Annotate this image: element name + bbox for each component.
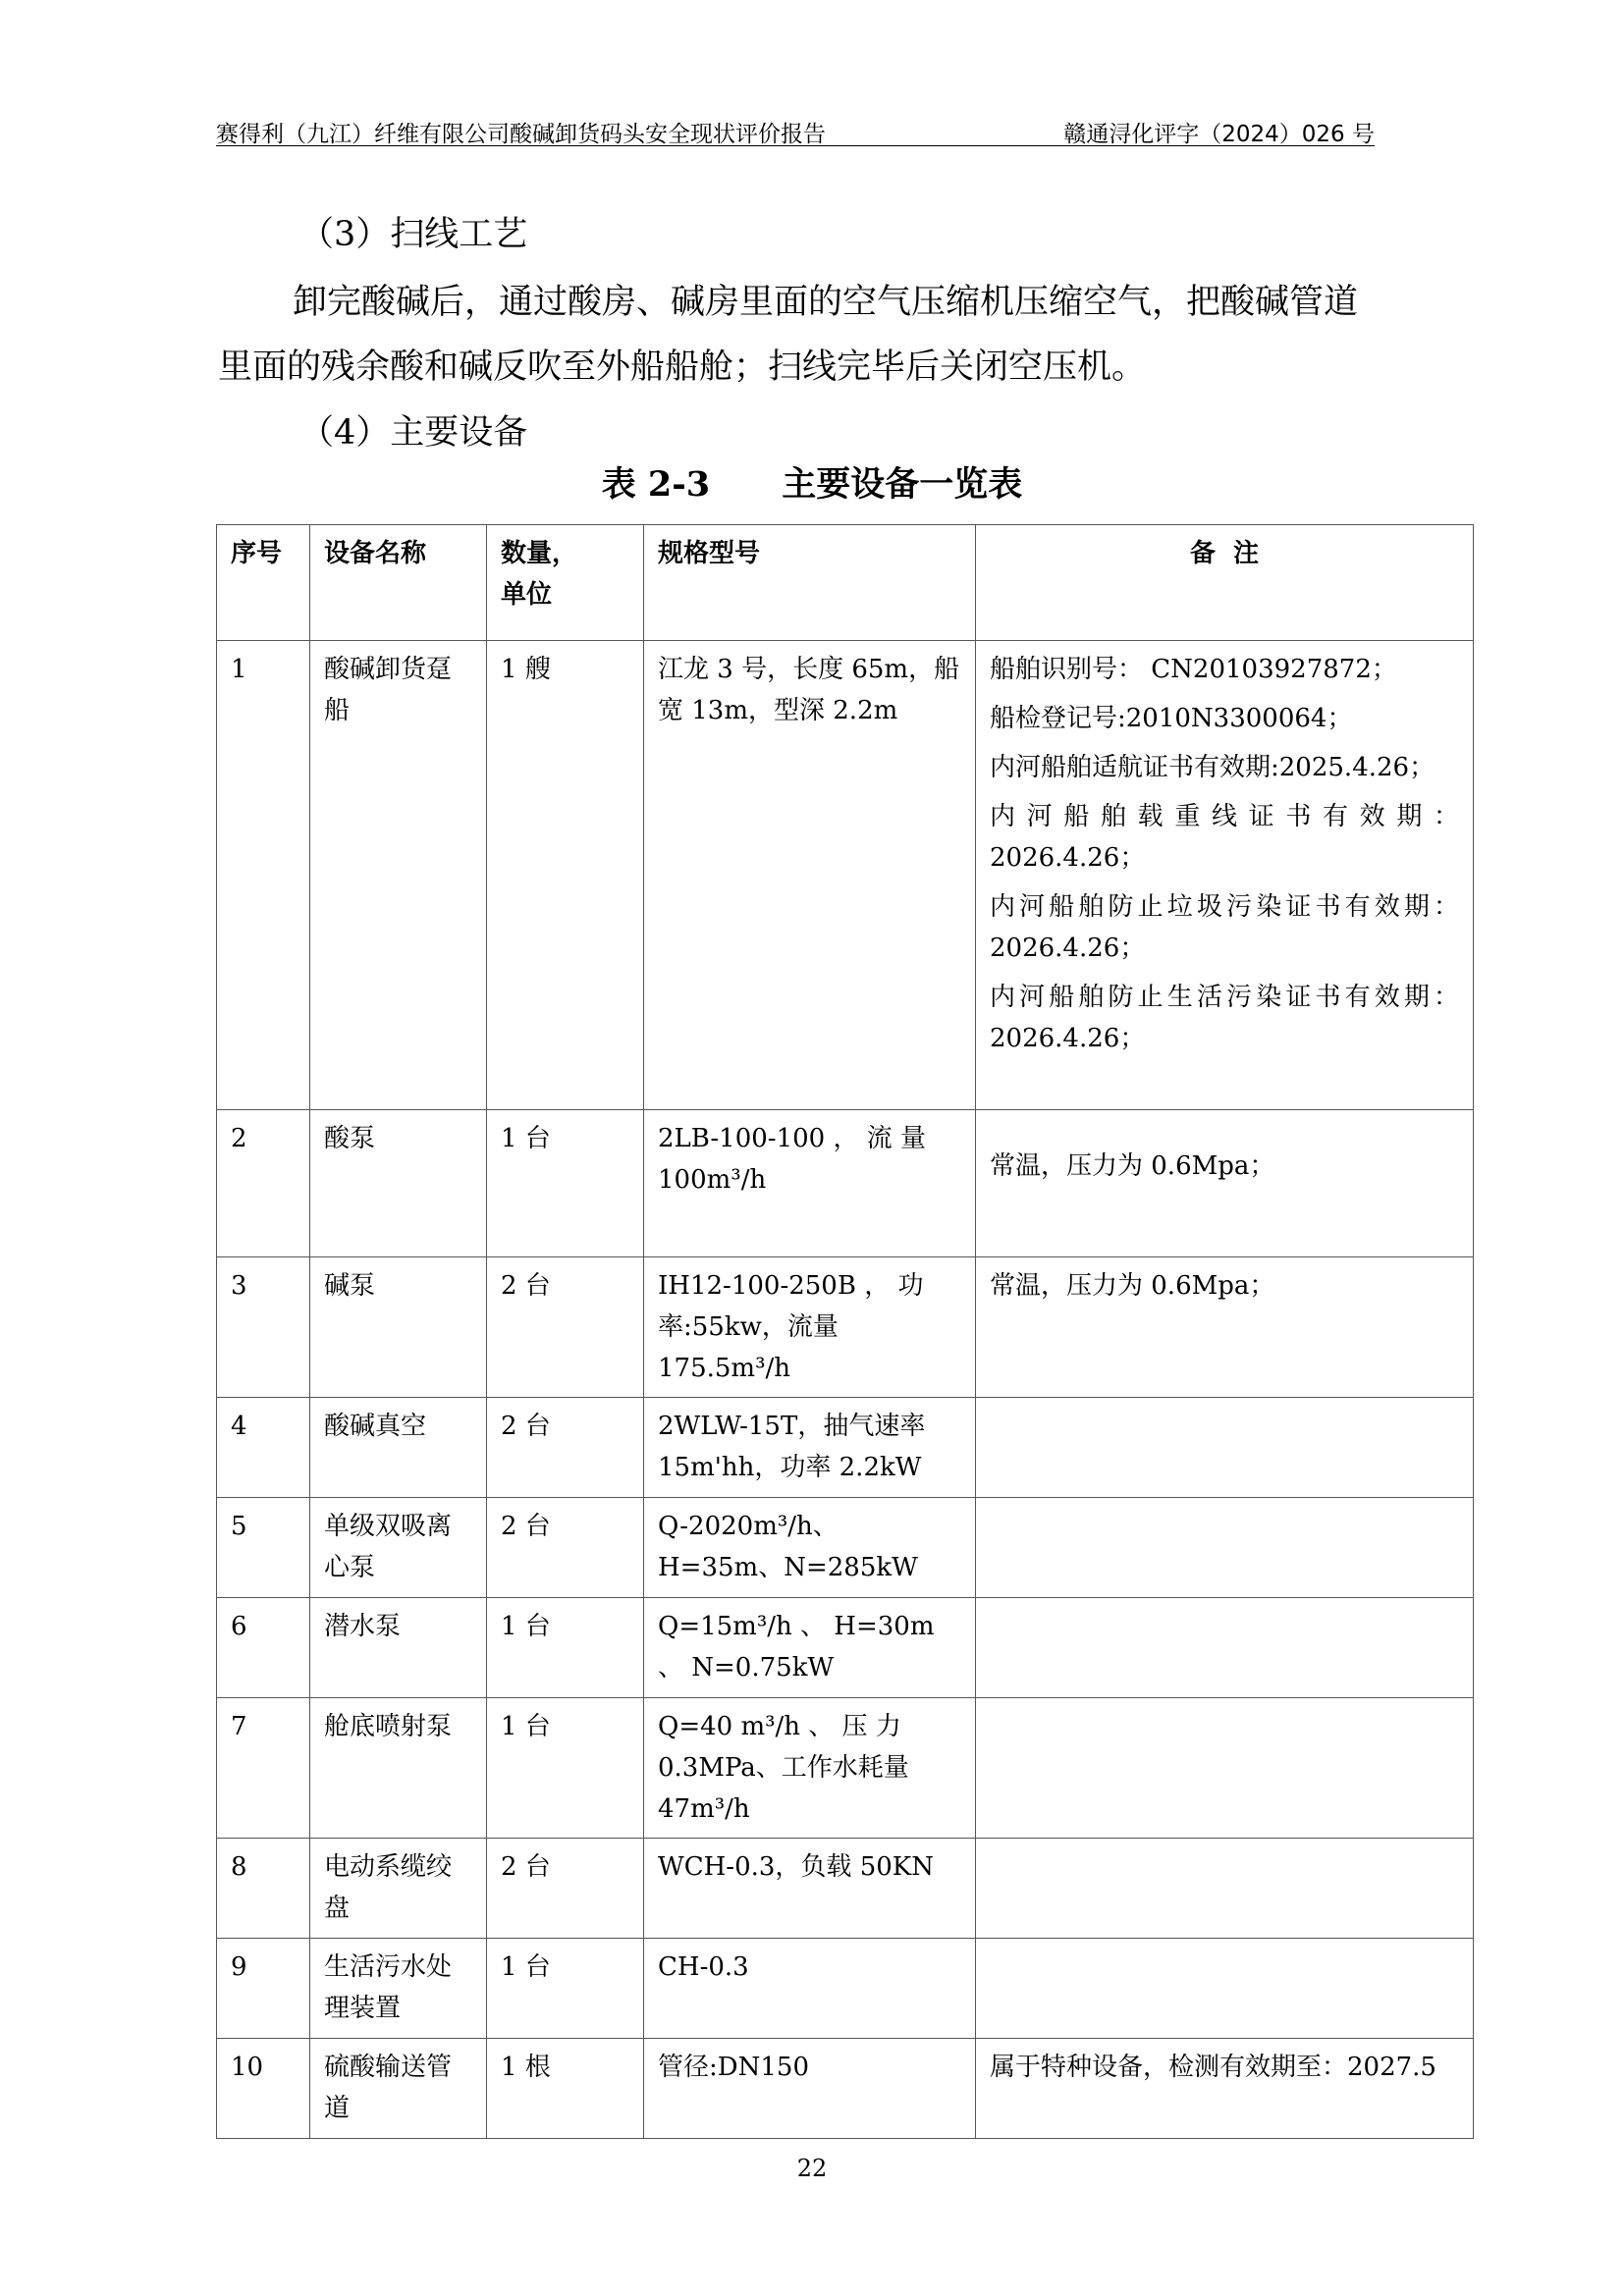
cell-spec: 江龙 3 号，长度 65m，船宽 13m，型深 2.2m <box>644 641 976 1110</box>
table-row <box>217 641 1474 1110</box>
section-3-heading: （3）扫线工艺 <box>299 215 528 254</box>
cell-name: 酸泵 <box>310 1110 487 1257</box>
note-line: 常温，压力为 0.6Mpa； <box>990 1151 1275 1181</box>
table-caption: 表 2-3 主要设备一览表 <box>601 464 1023 505</box>
table-row <box>217 1257 1474 1398</box>
cell-spec: 2WLW-15T，抽气速率 15m'hh，功率 2.2kW <box>644 1398 976 1498</box>
table-row <box>217 1698 1474 1839</box>
cell-no: 7 <box>217 1698 310 1839</box>
cell-spec: 2LB-100-100 ， 流 量 100m³/h <box>644 1110 976 1257</box>
table-header-row <box>217 525 1474 641</box>
cell-name: 硫酸输送管道 <box>310 2039 487 2139</box>
note-line: 船舶识别号： CN20103927872； <box>990 655 1397 684</box>
header-qty-line-1: 数量， <box>501 539 578 568</box>
cell-no: 9 <box>217 1939 310 2039</box>
cell-qty: 2 台 <box>487 1498 644 1598</box>
table-row <box>217 1939 1474 2039</box>
page-number: 22 <box>796 2155 828 2182</box>
cell-note <box>976 2039 1474 2139</box>
cell-name: 生活污水处理装置 <box>310 1939 487 2039</box>
paragraph-line-1: 卸完酸碱后，通过酸房、碱房里面的空气压缩机压缩空气，把酸碱管道 <box>293 283 1359 322</box>
cell-spec: 管径:DN150 <box>644 2039 976 2139</box>
section-4-heading: （4）主要设备 <box>299 413 528 453</box>
note-line: 船检登记号:2010N3300064； <box>990 704 1353 733</box>
equipment-table <box>216 524 1474 2139</box>
cell-note <box>976 1398 1474 1498</box>
note-line: 内河船舶防止垃圾污染证书有效期：2026.4.26； <box>990 892 1459 963</box>
table-row <box>217 1498 1474 1598</box>
cell-no: 5 <box>217 1498 310 1598</box>
cell-note <box>976 641 1474 1110</box>
table-row <box>217 1839 1474 1939</box>
cell-qty: 1 台 <box>487 1698 644 1839</box>
cell-name: 电动系缆绞盘 <box>310 1839 487 1939</box>
cell-spec: Q=40 m³/h 、 压 力 0.3MPa、工作水耗量 47m³/h <box>644 1698 976 1839</box>
paragraph-line-2: 里面的残余酸和碱反吹至外船船舱；扫线完毕后关闭空压机。 <box>218 347 1147 387</box>
cell-note <box>976 1110 1474 1257</box>
cell-qty: 1 艘 <box>487 641 644 1110</box>
cell-note <box>976 1598 1474 1698</box>
cell-qty: 1 根 <box>487 2039 644 2139</box>
cell-no: 1 <box>217 641 310 1110</box>
header-qty <box>487 525 644 641</box>
header-report-number: 赣通浔化评字（2024）026 号 <box>1063 122 1375 147</box>
cell-qty: 1 台 <box>487 1110 644 1257</box>
cell-no: 8 <box>217 1839 310 1939</box>
cell-spec: IH12-100-250B ， 功 率:55kw，流量 175.5m³/h <box>644 1257 976 1398</box>
header-qty-line-2: 单位 <box>501 580 553 610</box>
cell-no: 3 <box>217 1257 310 1398</box>
header-spec: 规格型号 <box>644 525 976 641</box>
cell-qty: 1 台 <box>487 1598 644 1698</box>
cell-name: 酸碱卸货趸船 <box>310 641 487 1110</box>
cell-qty: 2 台 <box>487 1257 644 1398</box>
cell-note <box>976 1939 1474 2039</box>
header-no: 序号 <box>217 525 310 641</box>
cell-spec: Q=15m³/h 、 H=30m 、 N=0.75kW <box>644 1598 976 1698</box>
cell-spec: WCH-0.3，负载 50KN <box>644 1839 976 1939</box>
cell-name: 碱泵 <box>310 1257 487 1398</box>
cell-no: 2 <box>217 1110 310 1257</box>
cell-name: 酸碱真空 <box>310 1398 487 1498</box>
cell-no: 4 <box>217 1398 310 1498</box>
cell-note <box>976 1257 1474 1398</box>
note-line: 内河船舶载重线证书有效期：2026.4.26； <box>990 802 1459 873</box>
cell-qty: 2 台 <box>487 1839 644 1939</box>
cell-spec: CH-0.3 <box>644 1939 976 2039</box>
table-row <box>217 1598 1474 1698</box>
cell-note <box>976 1839 1474 1939</box>
header-report-title: 赛得利（九江）纤维有限公司酸碱卸货码头安全现状评价报告 <box>216 122 826 147</box>
cell-note <box>976 1498 1474 1598</box>
header-note: 备 注 <box>976 525 1474 641</box>
cell-spec: Q-2020m³/h、H=35m、N=285kW <box>644 1498 976 1598</box>
cell-name: 潜水泵 <box>310 1598 487 1698</box>
cell-qty: 2 台 <box>487 1398 644 1498</box>
table-row <box>217 1110 1474 1257</box>
cell-note <box>976 1698 1474 1839</box>
note-line: 内河船舶适航证书有效期:2025.4.26； <box>990 753 1435 782</box>
cell-qty: 1 台 <box>487 1939 644 2039</box>
note-line: 常温，压力为 0.6Mpa； <box>990 1271 1275 1301</box>
cell-name: 舱底喷射泵 <box>310 1698 487 1839</box>
cell-no: 6 <box>217 1598 310 1698</box>
table-row <box>217 2039 1474 2139</box>
cell-no: 10 <box>217 2039 310 2139</box>
header-name: 设备名称 <box>310 525 487 641</box>
cell-name: 单级双吸离心泵 <box>310 1498 487 1598</box>
table-row <box>217 1398 1474 1498</box>
note-line: 属于特种设备，检测有效期至：2027.5 <box>990 2053 1436 2082</box>
note-line: 内河船舶防止生活污染证书有效期：2026.4.26； <box>990 983 1459 1053</box>
running-header <box>216 114 1375 146</box>
